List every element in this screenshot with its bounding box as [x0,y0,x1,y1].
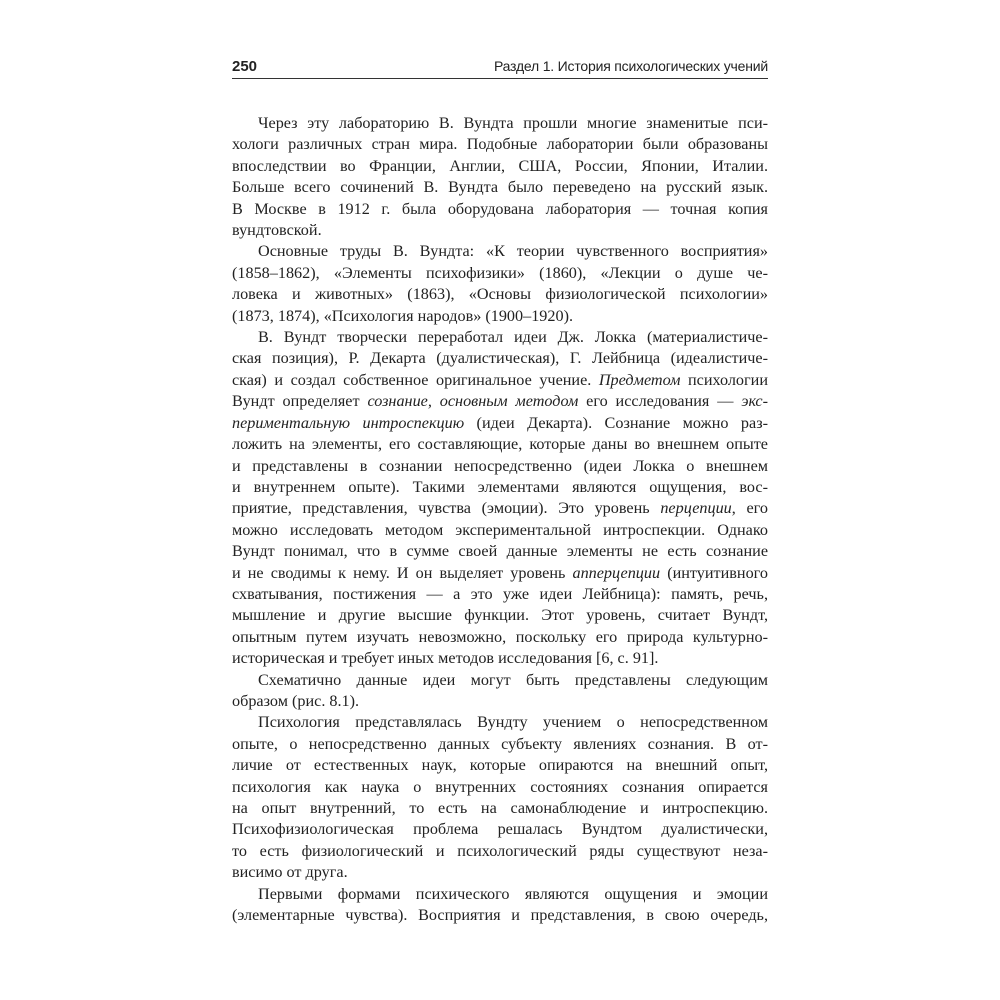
text-line [232,284,768,305]
text-line [232,113,768,134]
body-text [232,113,768,926]
text-run: , его [731,499,769,518]
text-line [232,434,768,455]
text-run: опытным путем изучать невозможно, поскольку его природа культурно- [232,627,768,646]
running-head: Раздел 1. История психологических учений [493,58,768,74]
text-line [232,177,768,198]
text-line [232,327,768,348]
paragraph [232,113,768,241]
text-line [232,199,768,220]
text-run: Через эту лабораторию В. Вундта прошли многие знаменитые пси- [258,114,768,132]
text-run: личие от естественных наук, которые опираются на внешний опыт, [232,756,768,775]
italic-term: периментальную интроспекцию [232,413,465,432]
text-run: психологии [680,370,768,389]
text-run: Психология представлялась Вундту учением о непосредственном [258,713,768,732]
text-line [232,691,768,712]
text-run: (элементарные чувства). Восприятия и представления, в свою очередь, [232,906,768,925]
italic-term: сознание, основным методом [367,392,579,411]
italic-term: экс- [741,392,768,411]
text-run: вундтовской. [232,221,322,240]
text-line [232,712,768,733]
text-line [232,841,768,862]
text-run: ская) и создал собственное оригинальное учение. [232,370,599,389]
page-header [232,58,768,79]
paragraph [232,327,768,670]
text-run: хологи различных стран мира. Подобные лаборатории были образованы [232,135,768,154]
text-line [232,627,768,648]
text-run: (интуитивного [660,563,768,582]
paragraph [232,712,768,883]
italic-term: апперцепции [572,563,661,582]
text-run: можно исследовать методом экспериментальной интроспекции. Однако [232,520,768,539]
text-line [232,777,768,798]
text-line [232,413,768,434]
text-run: и внутреннем опыте). Такими элементами являются ощущения, вос- [232,477,768,496]
text-run: и представлены в сознании непосредственно (идеи Локка о внешнем [232,456,768,475]
text-run: Вундт определяет [232,392,368,411]
text-line [232,134,768,155]
text-run: Схематично данные идеи могут быть представлены следующим [258,670,768,689]
text-line [232,370,768,391]
paragraph [232,884,768,927]
text-line [232,241,768,262]
text-line [232,263,768,284]
text-run: впоследствии во Франции, Англии, США, России, Японии, Италии. [232,156,768,175]
paragraph [232,670,768,713]
text-line [232,563,768,584]
text-line [232,584,768,605]
text-run: (идеи Декарта). Сознание можно раз- [464,413,768,432]
page-number: 250 [232,58,258,75]
text-line [232,391,768,412]
text-run: В. Вундт творчески переработал идеи Дж. Локка (материалистиче- [258,328,768,347]
text-run: его исследования — [578,392,742,411]
text-line [232,670,768,691]
text-line [232,884,768,905]
text-run: (1873, 1874), «Психология народов» (1900–1920). [232,306,574,325]
text-run: ложить на элементы, его составляющие, которые даны во внешнем опыте [232,435,768,454]
text-line [232,648,768,669]
text-run: на опыт внутренний, то есть на самонаблюдение и интроспекцию. [232,799,768,817]
text-run: приятие, представления, чувства (эмоции). Это уровень [232,499,661,518]
text-line [232,734,768,755]
text-line [232,220,768,241]
text-line [232,798,768,819]
text-run: ловека и животных» (1863), «Основы физиологической психологии» [232,285,768,304]
text-run: Основные труды В. Вундта: «К теории чувственного восприятия» [258,242,768,261]
text-line [232,755,768,776]
text-line [232,520,768,541]
text-run: Психофизиологическая проблема решалась Вундтом дуалистически, [232,820,768,839]
italic-term: Предметом [598,370,681,389]
text-line [232,456,768,477]
paragraph [232,241,768,327]
text-run: и не сводимы к нему. И он выделяет уровень [232,563,573,582]
text-run: мышление и другие высшие функции. Этот уровень, считает Вундт, [232,606,768,625]
text-run: образом (рис. 8.1). [232,691,360,710]
text-run: психология как наука о внутренних состояниях сознания опирается [232,777,768,796]
text-line [232,306,768,327]
text-line [232,819,768,840]
text-line [232,905,768,926]
text-run: Первыми формами психического являются ощущения и эмоции [258,884,768,903]
text-line [232,605,768,626]
text-run: ская позиция), Р. Декарта (дуалистическая), Г. Лейбница (идеалистиче- [232,349,768,368]
text-run: опыте, о непосредственно данных субъекту явлениях сознания. В от- [232,734,768,753]
text-line [232,156,768,177]
text-line [232,498,768,519]
text-line [232,862,768,883]
text-run: В Москве в 1912 г. была оборудована лаборатория — точная копия [232,199,768,218]
text-run: Больше всего сочинений В. Вундта было переведено на русский язык. [232,178,768,197]
book-page [232,58,768,926]
italic-term: перцепции [660,499,732,518]
text-line [232,477,768,498]
text-run: Вундт понимал, что в сумме своей данные элементы не есть сознание [232,542,768,561]
text-line [232,348,768,369]
text-run: висимо от друга. [232,863,348,882]
text-run: схватывания, постижения — а это уже идеи Лейбница): память, речь, [232,584,768,603]
text-run: (1858–1862), «Элементы психофизики» (1860), «Лекции о душе че- [232,263,768,282]
text-run: то есть физиологический и психологический ряды существуют неза- [232,841,768,860]
text-run: историческая и требует иных методов исследования [6, с. 91]. [232,649,659,668]
text-line [232,541,768,562]
